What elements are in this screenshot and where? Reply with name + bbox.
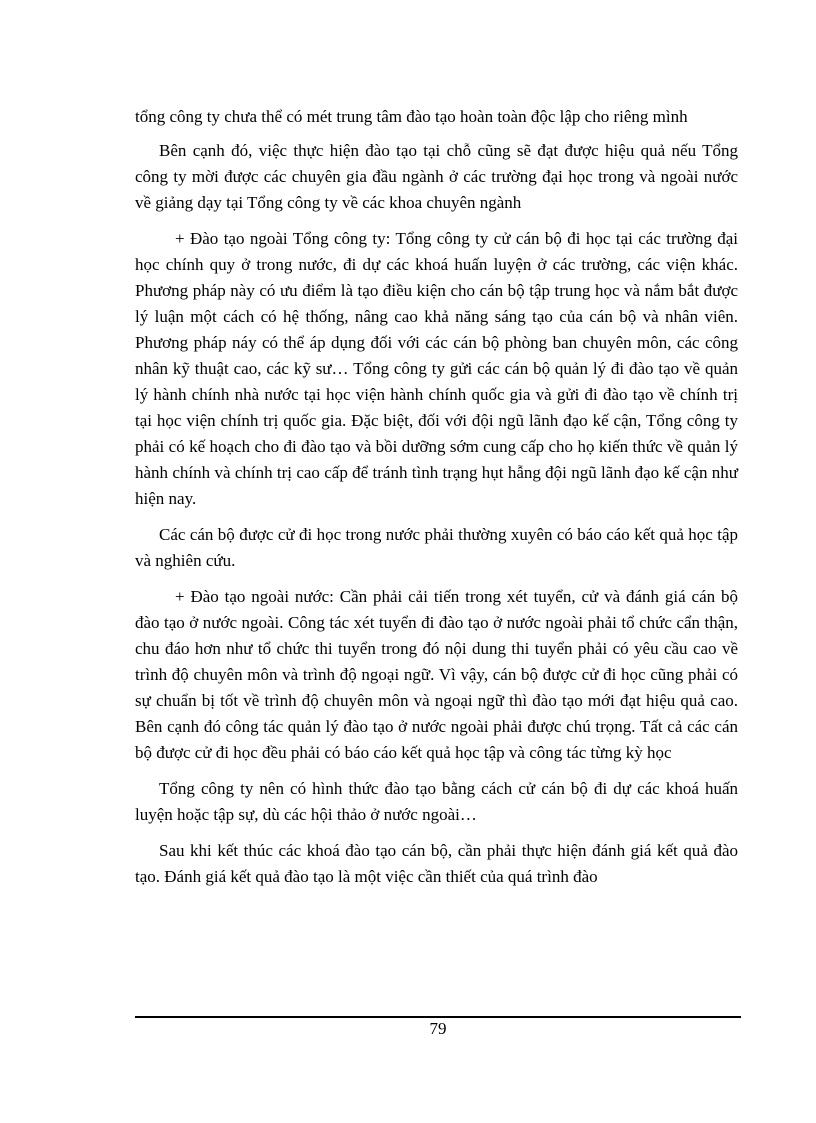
paragraph-overseas-training: + Đào tạo ngoài nước: Cần phải cải tiến trong xét tuyển, cử và đánh giá cán bộ đào tạo ở nước ngoài. Công tác xét tuyển đi đào tạo ở nước ngoài phải tổ chức cẩn thận, chu đáo hơn như tổ chức thi tuyển trong đó nội dung thi tuyển phải có yêu cầu cao về trình độ chuyên môn và trình độ ngoại ngữ. Vì vậy, cán bộ được cử đi học cũng phải có sự chuẩn bị tốt về trình độ chuyên môn và ngoại ngữ thì đào tạo mới đạt hiệu quả cao. Bên cạnh đó công tác quản lý đào tạo ở nước ngoài phải được chú trọng. Tất cả các cán bộ được cử đi học đều phải có báo cáo kết quả học tập và công tác từng kỳ học bbox=[135, 587, 738, 762]
page-number: 79 bbox=[429, 1019, 447, 1038]
document-body bbox=[135, 104, 738, 900]
paragraph-workshops-abroad: Tổng công ty nên có hình thức đào tạo bằng cách cử cán bộ đi dự các khoá huấn luyện hoặc tập sự, dù các hội thảo ở nước ngoài… bbox=[135, 779, 738, 824]
paragraph-onsite-training: Bên cạnh đó, việc thực hiện đào tạo tại chỗ cũng sẽ đạt được hiệu quả nếu Tổng công ty mời được các chuyên gia đầu ngành ở các trường đại học trong và ngoài nước về giảng dạy tại Tổng công ty về các khoa chuyên ngành bbox=[135, 141, 738, 212]
paragraph-evaluation: Sau khi kết thúc các khoá đào tạo cán bộ, cần phải thực hiện đánh giá kết quả đào tạo. Đánh giá kết quả đào tạo là một việc cần thiết của quá trình đào bbox=[135, 841, 738, 886]
paragraph-domestic-reporting: Các cán bộ được cử đi học trong nước phải thường xuyên có báo cáo kết quả học tập và nghiên cứu. bbox=[135, 525, 738, 570]
paragraph-external-training: + Đào tạo ngoài Tổng công ty: Tổng công ty cử cán bộ đi học tại các trường đại học chính quy ở trong nước, đi dự các khoá huấn luyện ở các trường, các viện khác. Phương pháp này có ưu điểm là tạo điều kiện cho cán bộ tập trung học và nắm bắt được lý luận một cách có hệ thống, nâng cao khả năng sáng tạo của cán bộ và nhân viên. Phương pháp náy có thể áp dụng đối với các cán bộ phòng ban chuyên môn, các công nhân kỹ thuật cao, các kỹ sư… Tổng công ty gửi các cán bộ quản lý đi đào tạo về quản lý hành chính nhà nước tại học viện hành chính quốc gia và gửi đi đào tạo về chính trị tại học viện chính trị quốc gia. Đặc biệt, đối với đội ngũ lãnh đạo kế cận, Tổng công ty phải có kế hoạch cho đi đào tạo và bồi dưỡng sớm cung cấp cho họ kiến thức về quản lý hành chính và chính trị cao cấp để tránh tình trạng hụt hẫng đội ngũ lãnh đạo kế cận như hiện nay. bbox=[135, 229, 738, 508]
paragraph-continuation: tổng công ty chưa thể có mét trung tâm đào tạo hoàn toàn độc lập cho riêng mình bbox=[135, 107, 688, 126]
